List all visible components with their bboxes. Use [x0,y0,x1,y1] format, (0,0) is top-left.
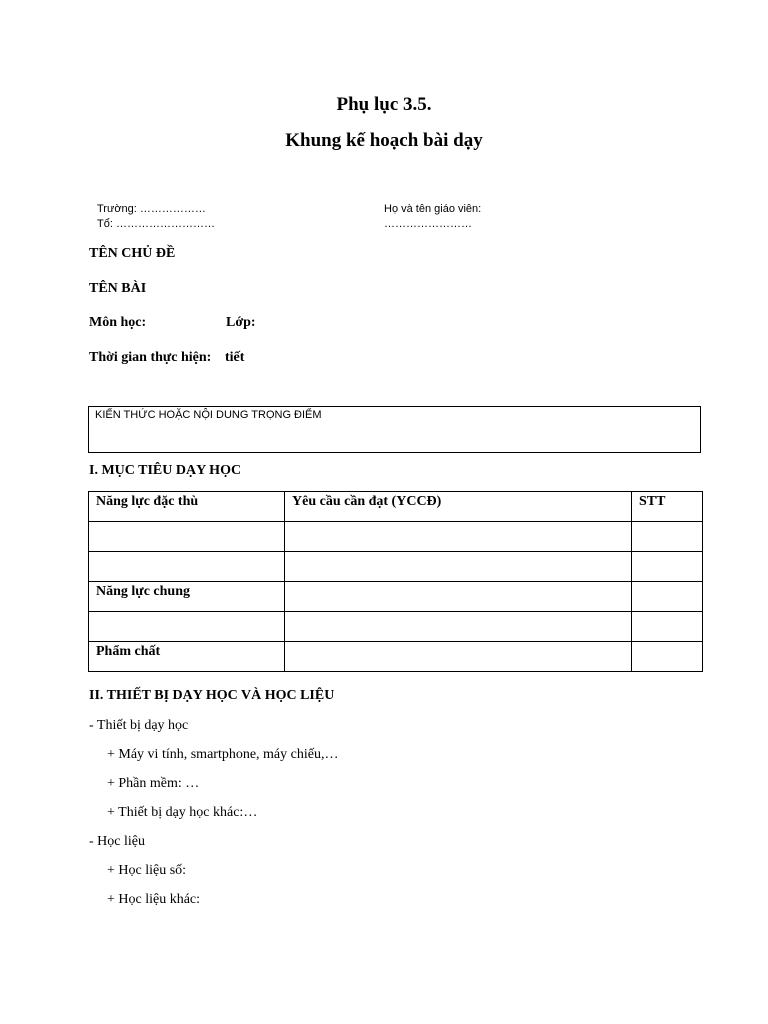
list-item: + Máy vi tính, smartphone, máy chiếu,… [107,747,339,762]
teacher-name-dots: …………………… [384,218,472,230]
table-cell: Phẩm chất [89,642,285,672]
table-cell: Năng lực chung [89,582,285,612]
equipment-label: - Thiết bị dạy học [89,718,189,733]
teacher-name-label: Họ và tên giáo viên: [384,203,482,215]
goals-table [88,491,703,672]
table-cell [285,612,632,642]
table-cell [89,522,285,552]
table-header-row [89,492,703,522]
table-cell [632,522,703,552]
time-label: Thời gian thực hiện: [89,350,212,365]
table-row [89,642,703,672]
table-row [89,582,703,612]
key-content-label: KIẾN THỨC HOẶC NỘI DUNG TRỌNG ĐIỂM [95,409,322,421]
table-cell [632,552,703,582]
table-header-cell: Yêu cầu cần đạt (YCCĐ) [285,492,632,522]
class-label: Lớp: [226,315,256,330]
table-header-cell: STT [632,492,703,522]
table-cell [285,552,632,582]
table-cell [632,612,703,642]
topic-name-label: TÊN CHỦ ĐỀ [89,246,176,261]
subject-label: Môn học: [89,315,147,330]
section-2-heading: II. THIẾT BỊ DẠY HỌC VÀ HỌC LIỆU [89,688,335,703]
key-content-box [88,406,701,453]
table-cell [632,582,703,612]
list-item: + Phần mềm: … [107,776,200,791]
group-field: Tổ: ……………………… [97,218,215,230]
table-row [89,552,703,582]
table-cell [285,582,632,612]
table-cell [89,552,285,582]
section-1-heading: I. MỤC TIÊU DẠY HỌC [89,463,242,478]
list-item: + Học liệu khác: [107,892,201,907]
table-cell [285,522,632,552]
list-item: + Học liệu số: [107,863,187,878]
school-field: Trường: ……………… [97,203,206,215]
document-title: Phụ lục 3.5. [336,94,432,115]
table-cell [632,642,703,672]
table-header-cell: Năng lực đặc thù [89,492,285,522]
periods-label: tiết [225,350,245,365]
lesson-name-label: TÊN BÀI [89,281,147,296]
table-row [89,522,703,552]
table-cell [285,642,632,672]
document-subtitle: Khung kế hoạch bài dạy [285,130,483,151]
table-row [89,612,703,642]
list-item: + Thiết bị dạy học khác:… [107,805,258,820]
materials-label: - Học liệu [89,834,145,849]
table-cell [89,612,285,642]
